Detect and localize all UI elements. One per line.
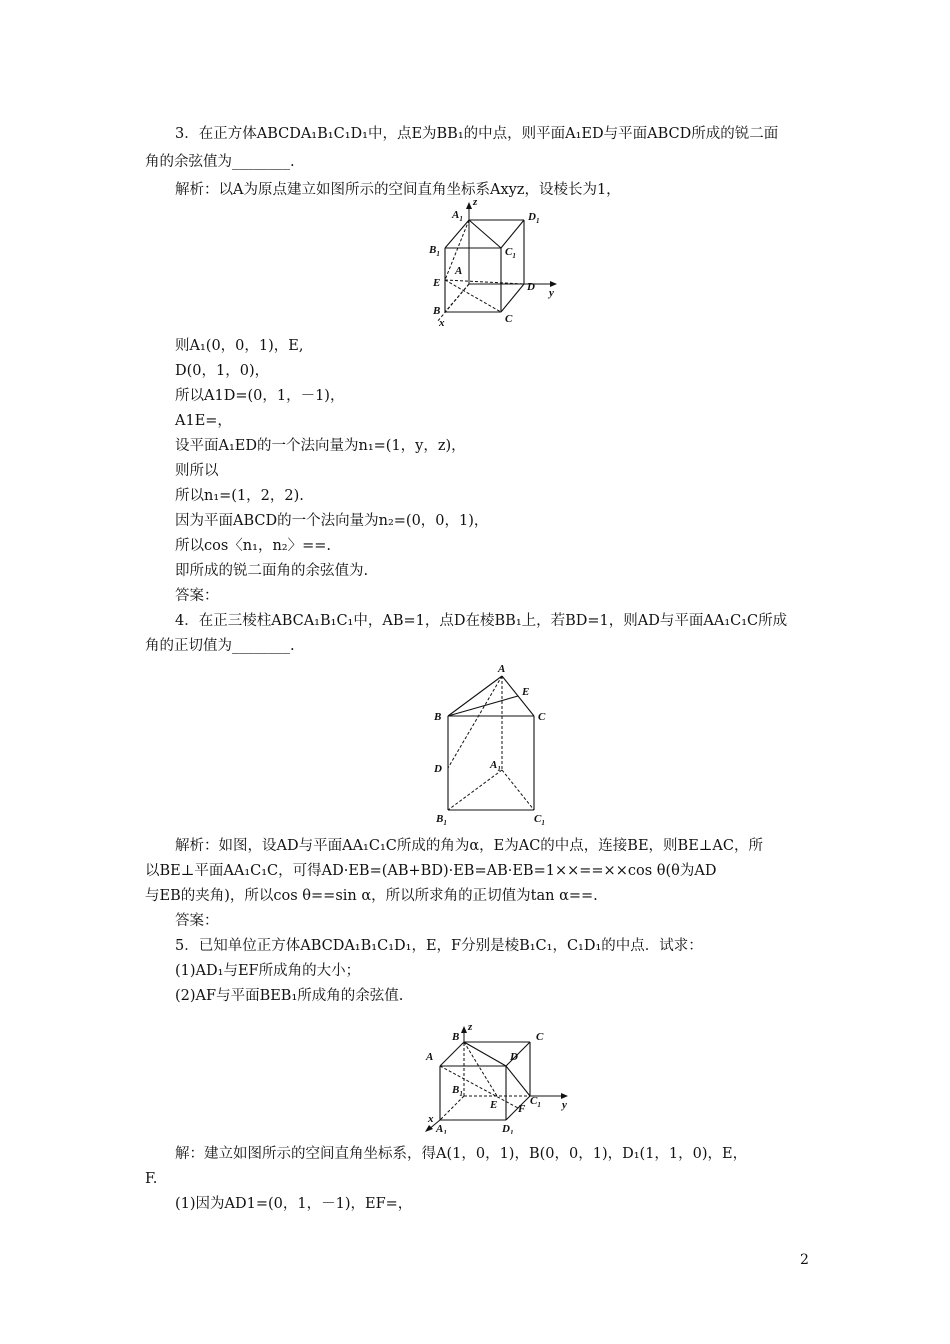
label-C1: $C_1$	[505, 246, 516, 260]
label-D: D	[434, 763, 442, 775]
label-D: D	[510, 1051, 518, 1063]
problem4-answer-label: 答案：	[175, 913, 219, 929]
problem3-line2: 角的余弦值为________.	[145, 154, 295, 170]
cube-figure-1	[425, 198, 560, 330]
problem5-line1: 5．已知单位正方体ABCDA₁B₁C₁D₁，E，F分别是棱B₁C₁，C₁D₁的中点．试求：	[175, 938, 703, 954]
label-B: B	[433, 305, 441, 317]
label-y: y	[549, 287, 554, 299]
label-C: C	[538, 711, 546, 723]
problem3-solution-7: 所以n₁=(1，2，2).	[175, 488, 304, 504]
page-number: 2	[800, 1252, 809, 1268]
label-z: z	[473, 198, 478, 208]
label-x: x	[428, 1113, 434, 1125]
problem5-line2: (1)AD₁与EF所成角的大小；	[175, 963, 361, 979]
label-B: B	[434, 711, 442, 723]
problem3-line1: 3．在正方体ABCDA₁B₁C₁D₁中，点E为BB₁的中点，则平面A₁ED与平面ABCD所成的锐二面	[175, 126, 779, 142]
problem3-solution-1: 则A₁(0，0，1)，E,	[175, 338, 304, 354]
problem3-solution-3: 所以A1D=(0，1，－1)，	[175, 388, 345, 404]
label-y: y	[562, 1099, 567, 1111]
problem4-solution-1: 解析：如图，设AD与平面AA₁C₁C所成的角为α，E为AC的中点，连接BE，则BE⊥AC，所	[175, 838, 763, 854]
problem3-solution-8: 因为平面ABCD的一个法向量为n₂=(0，0，1)，	[175, 513, 489, 529]
problem5-line3: (2)AF与平面BEB₁所成角的余弦值.	[175, 988, 404, 1004]
label-D1: $D_1$	[528, 211, 540, 225]
label-E: E	[490, 1099, 498, 1111]
z-arrow	[461, 1026, 467, 1033]
label-F: F	[518, 1103, 526, 1115]
problem4-line2: 角的正切值为________.	[145, 638, 295, 654]
label-A: A	[498, 663, 506, 675]
problem3-solution-2: D(0，1，0)，	[175, 363, 270, 379]
prism-figure	[428, 660, 558, 830]
problem3-solution-5: 设平面A₁ED的一个法向量为n₁=(1，y，z)，	[175, 438, 466, 454]
problem5-solution-3: (1)因为AD1=(0，1，－1)，EF=，	[175, 1196, 413, 1212]
label-B: B	[452, 1031, 460, 1043]
problem5-solution-2: F.	[145, 1171, 158, 1187]
label-B1: $B_1$	[452, 1084, 463, 1098]
label-B1: $B_1$	[429, 244, 440, 258]
label-A1: $A_1$	[436, 1123, 447, 1134]
problem4-solution-3: 与EB的夹角)，所以cos θ==sin α，所以所求角的正切值为tan α==.	[145, 888, 598, 904]
label-C: C	[505, 313, 513, 325]
problem3-solution-intro: 解析：以A为原点建立如图所示的空间直角坐标系Axyz，设棱长为1，	[175, 182, 621, 198]
cube-figure-2	[422, 1022, 572, 1134]
problem4-line1: 4．在正三棱柱ABCA₁B₁C₁中，AB=1，点D在棱BB₁上，若BD=1，则AD与平面AA₁C₁C所成	[175, 613, 788, 629]
label-C: C	[536, 1031, 544, 1043]
problem3-solution-4: A1E=，	[175, 413, 232, 429]
label-A: A	[426, 1051, 434, 1063]
label-z: z	[468, 1022, 473, 1033]
z-arrow	[466, 202, 472, 209]
label-D: D	[527, 281, 535, 293]
label-A1: $A_1$	[452, 209, 463, 223]
label-A1: $A_1$	[490, 759, 501, 773]
label-B1: $B_1$	[436, 813, 447, 827]
problem4-solution-2: 以BE⊥平面AA₁C₁C，可得AD·EB=(AB+BD)·EB=AB·EB=1××==××cos θ(θ为AD	[145, 863, 717, 879]
problem3-solution-9: 所以cos〈n₁，n₂〉==.	[175, 538, 332, 554]
label-D1: $D_1$	[502, 1123, 514, 1134]
label-C1: $C_1$	[534, 813, 545, 827]
problem3-solution-6: 则所以	[175, 463, 219, 479]
problem3-answer-label: 答案：	[175, 588, 219, 604]
problem3-solution-10: 即所成的锐二面角的余弦值为.	[175, 563, 369, 579]
label-x: x	[439, 317, 445, 329]
label-A: A	[455, 265, 463, 277]
label-E: E	[522, 686, 530, 698]
label-C1: $C_1$	[530, 1095, 541, 1109]
label-E: E	[433, 277, 441, 289]
problem5-solution-1: 解：建立如图所示的空间直角坐标系，得A(1，0，1)，B(0，0，1)，D₁(1，1，0)，E，	[175, 1146, 748, 1162]
